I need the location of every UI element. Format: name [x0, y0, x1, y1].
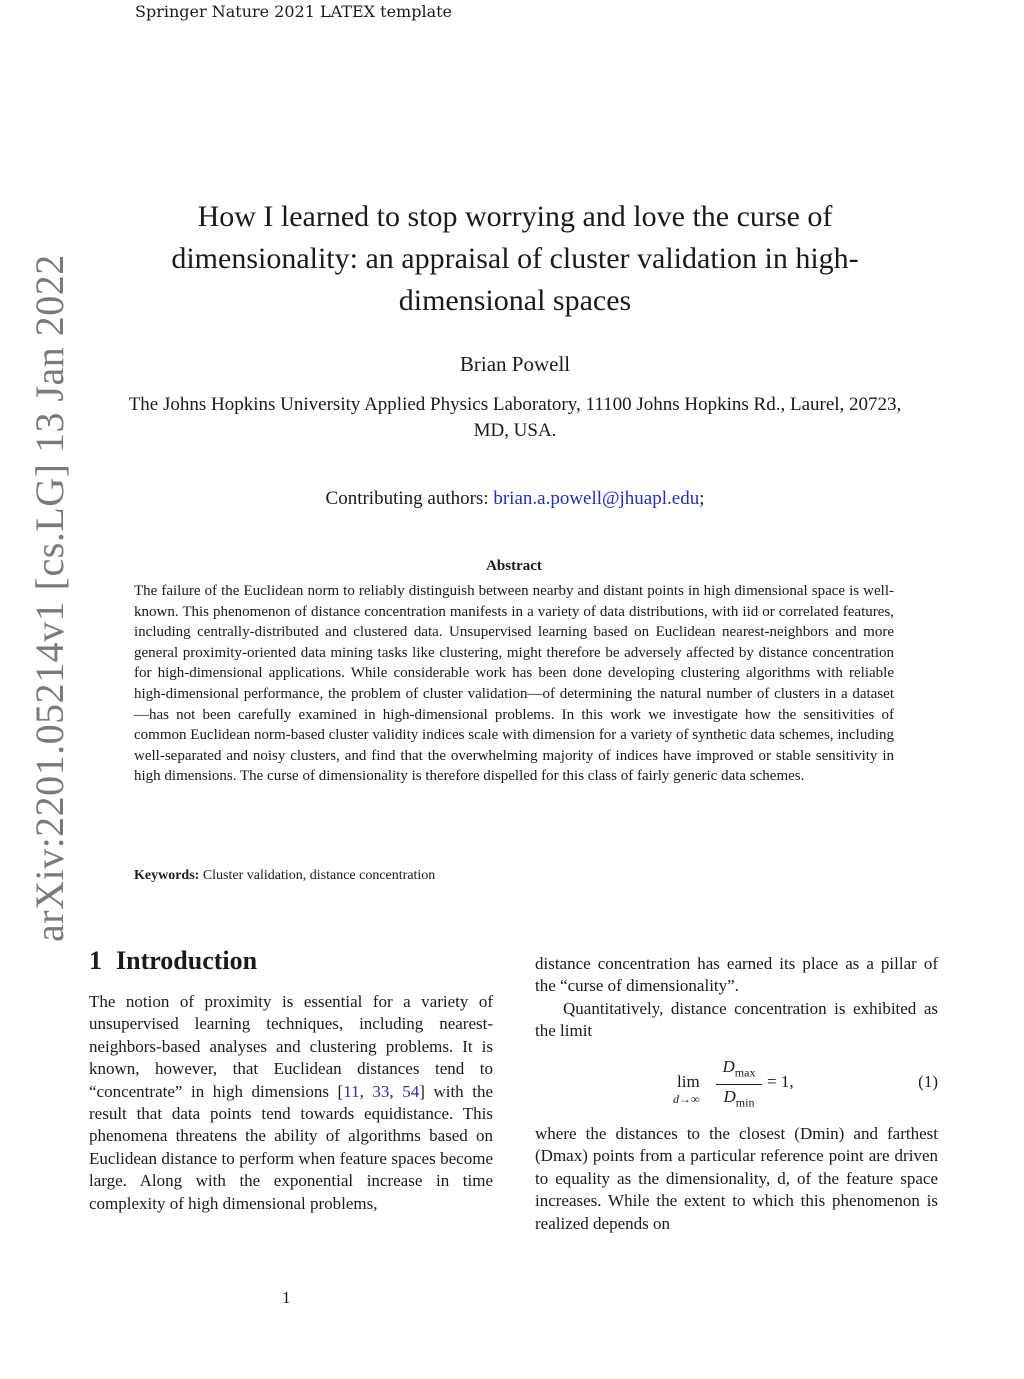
fraction-bar	[716, 1084, 762, 1085]
intro-paragraph-2: Quantitatively, distance concentration is exhibited as the limit	[535, 998, 938, 1041]
intro-right-column-top	[535, 953, 938, 1043]
section-heading	[89, 944, 257, 978]
equation-lim-subscript: d→∞	[673, 1092, 700, 1106]
intro-paragraph-1-end: ] with the result that data points tend towards equidistance. This phenomena threatens the ability of algorithms based on Euclidean distance to perform when feature spaces become large. Along with the exponential increase in time complexity of high dimensional problems,	[89, 1081, 494, 1213]
equation-1	[535, 1056, 938, 1110]
equation-numerator: $D_{max}$	[722, 1057, 756, 1080]
equation-fraction	[716, 1056, 762, 1114]
contributing-suffix: ;	[699, 488, 705, 509]
contributing-label: Contributing authors:	[325, 488, 489, 509]
intro-paragraph-1: The notion of proximity is essential for a variety of unsupervised learning techniques, including nearest-neighbors-based analyses and clustering problems. It is known, however, that Euclidean distances tend to “concentrate” in high dimensions [	[89, 992, 493, 1101]
section-title: Introduction	[116, 946, 258, 975]
keywords-text: Cluster validation, distance concentration	[202, 868, 436, 883]
equation-number: (1)	[918, 1072, 938, 1091]
intro-paragraph-1-cont: distance concentration has earned its place as a pillar of the “curse of dimensionality”.	[535, 954, 938, 996]
equation-denominator: $D_{min}$	[723, 1087, 755, 1110]
keywords-label: Keywords:	[134, 868, 200, 883]
intro-left-column	[89, 991, 493, 1215]
equation-limit	[673, 1072, 700, 1106]
abstract-heading: Abstract	[486, 558, 542, 574]
citation-separator: ,	[359, 1081, 373, 1101]
arxiv-stamp: arXiv:2201.05214v1 [cs.LG] 13 Jan 2022	[27, 254, 72, 942]
citation-link[interactable]: 33	[372, 1081, 390, 1101]
equation-rhs: = 1,	[767, 1072, 794, 1091]
keywords	[134, 866, 894, 886]
abstract-body: The failure of the Euclidean norm to reliably distinguish between nearby and distant points in high dimensional space is well-known. This phenomenon of distance concentration manifests in a variety of data distributions, with iid or correlated features, including centrally-distributed and clustered data. Unsupervised learning based on Euclidean nearest-neighbors and more general proximity-oriented data mining tasks like clustering, might therefore be adversely affected by distance concentration for high-dimensional applications. While considerable work has been done developing clustering algorithms with reliable high-dimensional performance, the problem of cluster validation—of determining the natural number of clusters in a dataset—has not been carefully examined in high-dimensional problems. In this work we investigate how the sensitivities of common Euclidean norm-based cluster validity indices scale with dimension for a variety of synthetic data schemes, including well-separated and noisy clusters, and find that the overwhelming majority of indices have improved or stable sensitivity in high dimensions. The curse of dimensionality is therefore dispelled for this class of fairly generic data schemes.	[134, 583, 894, 785]
intro-right-column-bottom	[535, 1123, 938, 1235]
intro-paragraph-3: where the distances to the closest (Dmin) and farthest (Dmax) points from a particular reference point are driven to equality as the dimensionality, d, of the feature space increases. While the extent to which this phenomenon is realized depends on	[535, 1124, 938, 1233]
paper-title: How I learned to stop worrying and love the curse of dimensionality: an appraisal of cluster validation in high-dimensional spaces	[171, 200, 859, 317]
author-email-link[interactable]: brian.a.powell@jhuapl.edu	[493, 488, 700, 509]
page-number: 1	[282, 1288, 291, 1307]
contributing-authors	[110, 486, 920, 512]
equation-lim-text: lim	[677, 1072, 700, 1091]
citation-link[interactable]: 54	[402, 1081, 420, 1101]
author-name: Brian Powell	[459, 352, 571, 376]
section-number: 1	[89, 946, 102, 975]
citation-link[interactable]: 11	[343, 1081, 360, 1101]
citation-separator: ,	[389, 1081, 403, 1101]
author-affiliation: The Johns Hopkins University Applied Physics Laboratory, 11100 Johns Hopkins Rd., Laurel, 20723, MD, USA.	[128, 394, 902, 441]
running-header: Springer Nature 2021 LATEX template	[135, 2, 452, 21]
